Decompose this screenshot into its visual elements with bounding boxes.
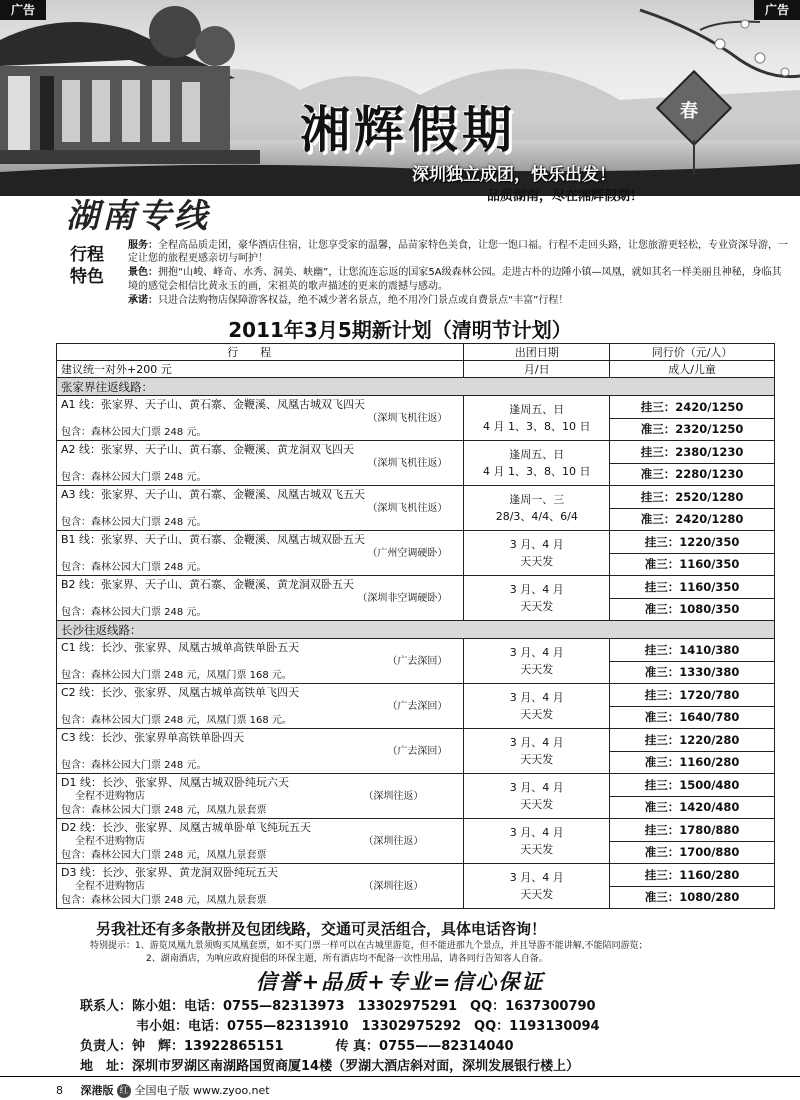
route-included: 包含：森林公园大门票 248 元。: [61, 607, 207, 618]
route-name: C1 线：长沙、张家界、凤凰古城单高铁单卧五天: [61, 641, 300, 654]
route-cell: [57, 486, 464, 531]
route-cell: [57, 441, 464, 486]
departure-days: 3 月、4 月: [509, 826, 564, 839]
header-date: 出团日期: [464, 344, 610, 361]
route-name: D2 线：长沙、张家界、凤凰古城单卧单飞纯玩五天: [61, 821, 311, 834]
departure-date-cell: [464, 819, 610, 864]
brand-title: 湘辉假期: [300, 100, 516, 159]
tip-line-1: 特别提示：1、游览凤凰九景须购买凤凰套票，如不买门票一样可以在古城里游览，但不能进那九个景点，并且导游不能讲解,不能陪同游览；: [90, 941, 648, 951]
departure-date-cell: [464, 441, 610, 486]
departure-days: 3 月、4 月: [509, 781, 564, 794]
price-listed-three-star: 挂三：1160/350: [610, 576, 775, 599]
route-transport: （深圳往返）: [363, 791, 424, 802]
page-footer: [56, 1082, 270, 1098]
departure-dates: 天天发: [520, 708, 554, 721]
table-row: [57, 531, 775, 554]
price-standard-three-star: 准三：1640/780: [610, 706, 775, 729]
departure-dates: 28/3、4/4、6/4: [495, 510, 578, 523]
contact-address: 地 址：深圳市罗湖区南湖路国贸商厦14楼（罗湖大酒店斜对面，深圳发展银行楼上）: [80, 1059, 580, 1074]
route-included: 包含：森林公园大门票 248 元，凤凰九景套票: [61, 805, 267, 816]
price-standard-three-star: 准三：1420/480: [610, 796, 775, 819]
route-transport: （深圳飞机往返）: [367, 503, 448, 514]
route-name: D1 线：长沙、张家界、凤凰古城双卧纯玩六天: [61, 776, 289, 789]
route-name: C3 线：长沙、张家界单高铁单卧四天: [61, 731, 245, 744]
departure-date-cell: [464, 639, 610, 684]
price-listed-three-star: 挂三：1720/780: [610, 684, 775, 707]
departure-days: 3 月、4 月: [509, 583, 564, 596]
contact-wei: 韦小姐：电话：0755—82313910 13302975292 QQ：1193130094: [136, 1019, 600, 1034]
footer-divider: [0, 1076, 800, 1077]
departure-dates: 天天发: [520, 843, 554, 856]
route-included: 包含：森林公园大门票 248 元，凤凰九景套票: [61, 850, 267, 861]
header-price-unit: 成人/儿童: [610, 361, 775, 378]
feature-promise: 承诺：只进合法购物店保障游客权益，绝不减少著名景点，绝不用冷门景点或自费景点“丰富”行程！: [128, 294, 569, 306]
price-listed-three-star: 挂三：1780/880: [610, 819, 775, 842]
contact-chen: 联系人：陈小姐：电话：0755—82313973 13302975291 QQ：1637300790: [80, 999, 596, 1014]
header-date-unit: 月/日: [464, 361, 610, 378]
departure-date-cell: [464, 486, 610, 531]
table-row: [57, 639, 775, 662]
route-name: D3 线：长沙、张家界、黄龙洞双卧纯玩五天: [61, 866, 278, 879]
route-transport: （广去深回）: [387, 656, 448, 667]
table-subheader-row: [57, 361, 775, 378]
special-tips: [90, 940, 790, 966]
route-transport: （深圳飞机往返）: [367, 413, 448, 424]
departure-days: 3 月、4 月: [509, 538, 564, 551]
departure-days: 逢周一、三: [509, 493, 565, 506]
section-title: 张家界往返线路：: [57, 378, 775, 396]
departure-dates: 天天发: [520, 888, 554, 901]
page-number: 8: [56, 1084, 63, 1097]
route-cell: [57, 684, 464, 729]
departure-dates: 天天发: [520, 555, 554, 568]
route-included: 包含：森林公园大门票 248 元，凤凰门票 168 元。: [61, 715, 292, 726]
route-cell: [57, 774, 464, 819]
price-listed-three-star: 挂三：1500/480: [610, 774, 775, 797]
price-standard-three-star: 准三：1160/280: [610, 751, 775, 774]
price-standard-three-star: 准三：1160/350: [610, 553, 775, 576]
feature-service: 服务：全程高品质走团，豪华酒店住宿，让您享受家的温馨，品苗家特色美食，让您一饱口福。行程不走回头路，让您旅游更轻松，专业资深导游，一定让您的旅程更感亲切与呵护！: [128, 240, 788, 265]
knot-character: 春: [680, 101, 698, 122]
route-cell: [57, 531, 464, 576]
header-itinerary: 行程: [57, 344, 464, 361]
more-routes-note: 另我社还有多条散拼及包团线路，交通可灵活组合，具体电话咨询！: [96, 920, 547, 938]
suggest-price-note: 建议统一对外+200 元: [57, 361, 464, 378]
price-listed-three-star: 挂三：2520/1280: [610, 486, 775, 509]
departure-days: 逢周五、日: [509, 403, 565, 416]
route-included: 包含：森林公园大门票 248 元，凤凰门票 168 元。: [61, 670, 292, 681]
route-transport: （广去深回）: [387, 746, 448, 757]
departure-dates: 4 月 1、3、8、10 日: [483, 420, 591, 433]
edition-badge-icon: 红: [117, 1084, 131, 1098]
price-listed-three-star: 挂三：1160/280: [610, 864, 775, 887]
route-name: A3 线：张家界、天子山、黄石寨、金鞭溪、凤凰古城双飞五天: [61, 488, 366, 501]
route-transport: （广州空调硬卧）: [367, 548, 448, 559]
table-row: [57, 486, 775, 509]
tip-line-2: 2、湖南酒店，为响应政府提倡的环保主题，所有酒店均不配备一次性用品，请各同行告知客人自备。: [146, 954, 548, 964]
departure-date-cell: [464, 531, 610, 576]
departure-days: 3 月、4 月: [509, 691, 564, 704]
departure-date-cell: [464, 684, 610, 729]
feature-scenery: 景色：拥抱“山峻、峰奇、水秀、洞美、峡幽”，让您流连忘返的国家5A级森林公园。走进古朴的边陲小镇—凤凰，就如其名一样美丽且神秘，身临其境的感觉会相信比黄永玉的画，宋祖英的歌声描述的更来的震撼与感动。: [128, 267, 782, 292]
route-transport: （深圳往返）: [363, 836, 424, 847]
price-standard-three-star: 准三：1330/380: [610, 661, 775, 684]
table-row: [57, 819, 775, 842]
route-cell: [57, 576, 464, 621]
price-standard-three-star: 准三：1700/880: [610, 841, 775, 864]
section-title: 长沙往返线路：: [57, 621, 775, 639]
route-name: A2 线：张家界、天子山、黄石寨、金鞭溪、黄龙洞双飞四天: [61, 443, 355, 456]
route-name: B1 线：张家界、天子山、黄石寨、金鞭溪、凤凰古城双卧五天: [61, 533, 366, 546]
table-row: [57, 684, 775, 707]
departure-days: 3 月、4 月: [509, 871, 564, 884]
edition: 深港版: [80, 1084, 114, 1097]
route-included: 包含：森林公园大门票 248 元。: [61, 760, 207, 771]
table-row: [57, 774, 775, 797]
departure-days: 3 月、4 月: [509, 736, 564, 749]
price-standard-three-star: 准三：1080/280: [610, 886, 775, 909]
departure-dates: 天天发: [520, 798, 554, 811]
route-name: 湖南专线: [66, 196, 210, 235]
website[interactable]: 全国电子版 www.zyoo.net: [134, 1084, 270, 1097]
sub-slogan: 品质湖南，尽在湘辉假期！: [487, 189, 644, 204]
route-transport: （深圳往返）: [363, 881, 424, 892]
route-subnote: 全程不进购物店: [75, 791, 145, 802]
table-row: [57, 441, 775, 464]
departure-dates: 4 月 1、3、8、10 日: [483, 465, 591, 478]
header-price: 同行价（元/人）: [610, 344, 775, 361]
route-subnote: 全程不进购物店: [75, 836, 145, 847]
price-standard-three-star: 准三：2320/1250: [610, 418, 775, 441]
price-listed-three-star: 挂三：1220/350: [610, 531, 775, 554]
route-name: A1 线：张家界、天子山、黄石寨、金鞭溪、凤凰古城双飞四天: [61, 398, 366, 411]
departure-dates: 天天发: [520, 600, 554, 613]
price-standard-three-star: 准三：1080/350: [610, 598, 775, 621]
route-cell: [57, 639, 464, 684]
route-transport: （深圳非空调硬卧）: [357, 593, 448, 604]
route-included: 包含：森林公园大门票 248 元，凤凰九景套票: [61, 895, 267, 906]
features-list: [128, 239, 788, 308]
route-cell: [57, 729, 464, 774]
departure-date-cell: [464, 774, 610, 819]
route-subnote: 全程不进购物店: [75, 881, 145, 892]
departure-days: 逢周五、日: [509, 448, 565, 461]
route-included: 包含：森林公园大门票 248 元。: [61, 562, 207, 573]
route-name: B2 线：张家界、天子山、黄石寨、金鞭溪、黄龙洞双卧五天: [61, 578, 355, 591]
route-included: 包含：森林公园大门票 248 元。: [61, 517, 207, 528]
departure-date-cell: [464, 864, 610, 909]
slogan: 深圳独立成团，快乐出发！: [412, 165, 616, 185]
departure-date-cell: [464, 576, 610, 621]
route-cell: [57, 819, 464, 864]
departure-date-cell: [464, 729, 610, 774]
route-included: 包含：森林公园大门票 248 元。: [61, 427, 207, 438]
table-header-row: [57, 344, 775, 361]
route-cell: [57, 864, 464, 909]
route-cell: [57, 396, 464, 441]
table-row: [57, 396, 775, 419]
departure-date-cell: [464, 396, 610, 441]
ad-label-right: 广告: [754, 0, 800, 20]
route-name: C2 线：长沙、张家界、凤凰古城单高铁单飞四天: [61, 686, 300, 699]
price-listed-three-star: 挂三：2380/1230: [610, 441, 775, 464]
price-listed-three-star: 挂三：1220/280: [610, 729, 775, 752]
price-listed-three-star: 挂三：2420/1250: [610, 396, 775, 419]
departure-dates: 天天发: [520, 753, 554, 766]
route-transport: （广去深回）: [387, 701, 448, 712]
motto: 信誉+品质+专业=信心保证: [255, 969, 545, 994]
header-banner: [0, 0, 800, 196]
section-header: [57, 378, 775, 396]
departure-dates: 天天发: [520, 663, 554, 676]
ad-label-left: 广告: [0, 0, 46, 20]
section-header: [57, 621, 775, 639]
price-standard-three-star: 准三：2420/1280: [610, 508, 775, 531]
price-listed-three-star: 挂三：1410/380: [610, 639, 775, 662]
table-row: [57, 576, 775, 599]
contact-manager: 负责人：钟 辉：13922865151 传 真：0755——82314040: [80, 1039, 514, 1054]
price-standard-three-star: 准三：2280/1230: [610, 463, 775, 486]
route-transport: （深圳飞机往返）: [367, 458, 448, 469]
table-row: [57, 864, 775, 887]
price-table: [56, 343, 775, 909]
features-title: 行程特色: [70, 245, 104, 287]
table-row: [57, 729, 775, 752]
departure-days: 3 月、4 月: [509, 646, 564, 659]
route-included: 包含：森林公园大门票 248 元。: [61, 472, 207, 483]
plan-title: 2011年3月5期新计划（清明节计划）: [228, 318, 572, 342]
